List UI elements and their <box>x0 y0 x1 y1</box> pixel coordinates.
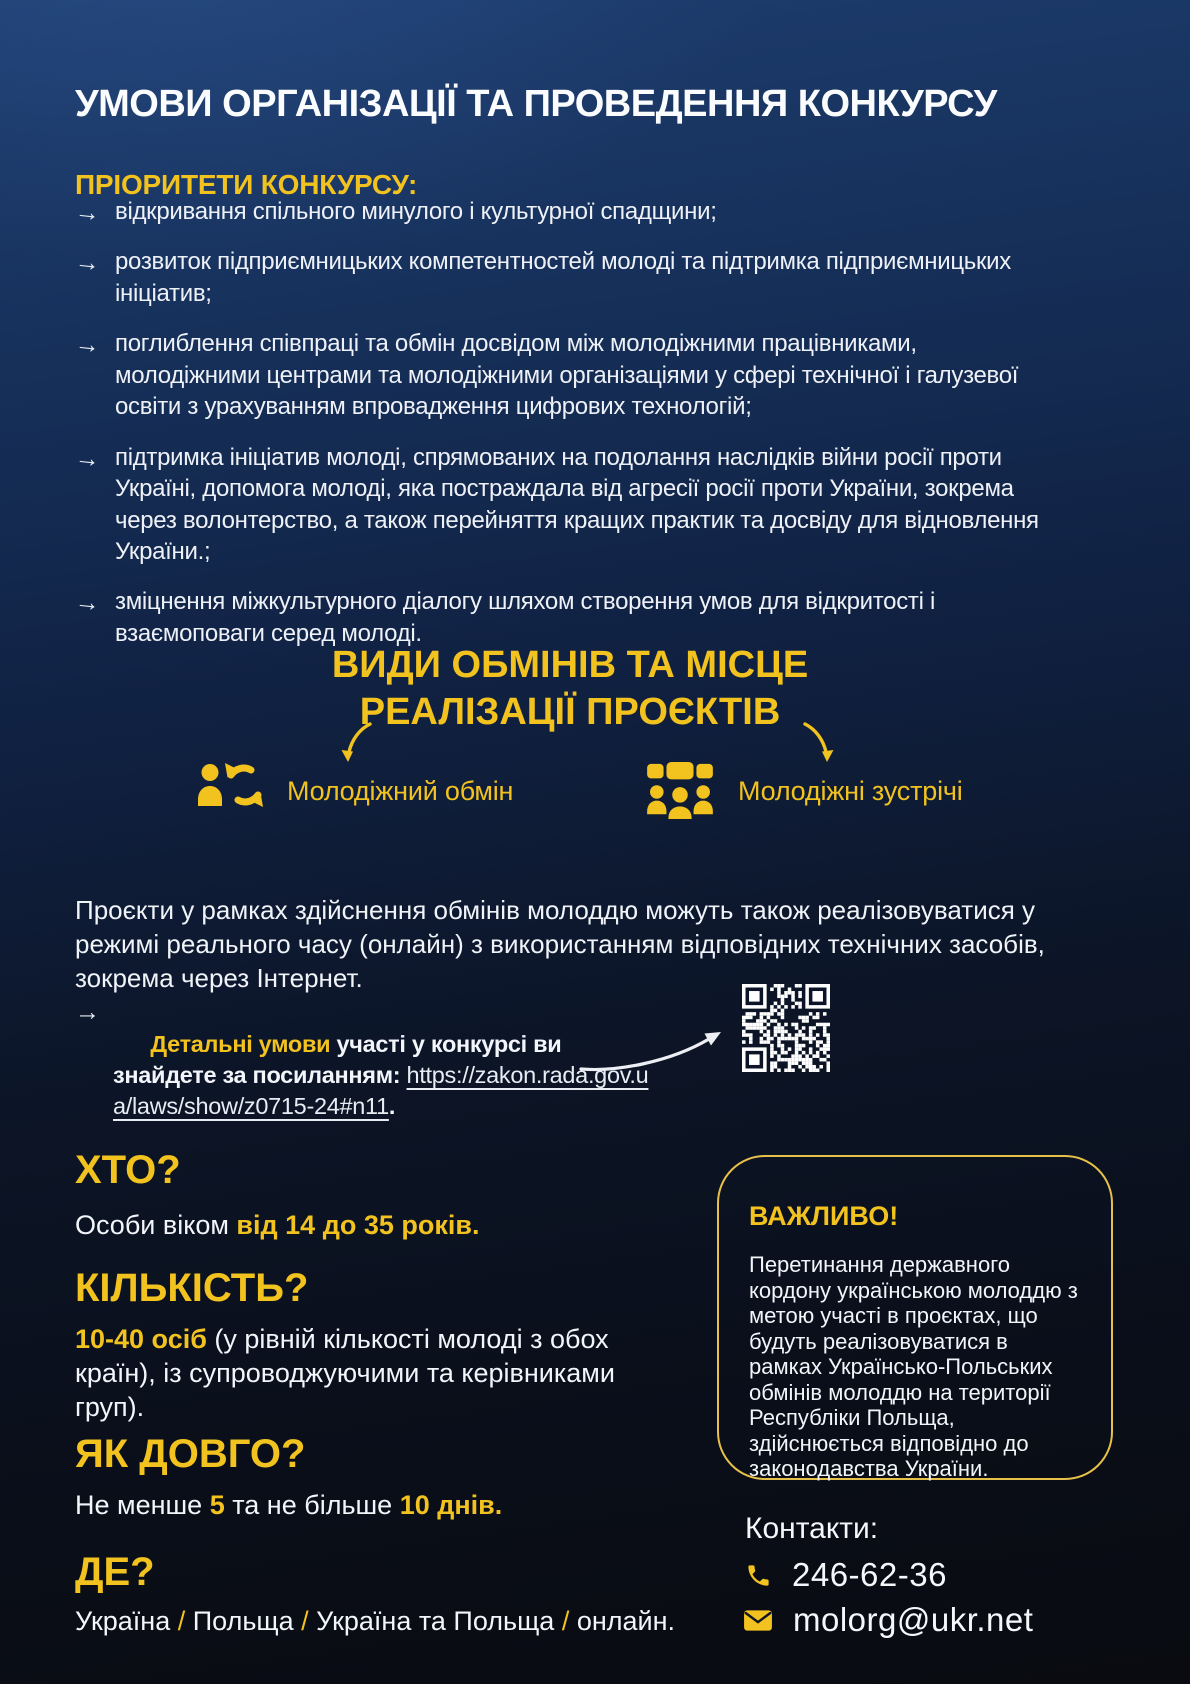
list-item <box>75 328 1050 422</box>
where-part: Україна та Польща <box>308 1606 562 1636</box>
who-prefix: Особи віком <box>75 1210 237 1240</box>
qr-code-svg <box>742 984 830 1072</box>
count-heading: КІЛЬКІСТЬ? <box>75 1266 309 1310</box>
bullet-text: зміцнення міжкультурного діалогу шляхом створення умов для відкритості і взаємоповаги серед молоді. <box>115 588 936 647</box>
duration-heading: ЯК ДОВГО? <box>75 1432 306 1476</box>
person-exchange-icon <box>197 762 263 820</box>
youth-exchange-label: Молодіжний обмін <box>287 775 514 806</box>
contact-email-row <box>743 1601 1033 1639</box>
bullet-text: розвиток підприємницьких компетентностей молоді та підтримка підприємницьких ініціатив; <box>115 248 1011 307</box>
important-heading: ВАЖЛИВО! <box>749 1201 899 1231</box>
where-part: Україна <box>75 1606 178 1636</box>
list-item <box>75 196 1050 227</box>
count-rest: (у рівній кількості молоді з обох країн), із супроводжуючими та керівниками груп). <box>75 1324 623 1423</box>
list-item <box>75 246 1050 309</box>
contact-phone-row <box>745 1556 947 1594</box>
details-link-block <box>75 998 675 1153</box>
qr-code <box>742 984 830 1072</box>
details-highlight: Детальні умови <box>150 1031 331 1058</box>
bullet-text: поглиблення співпраці та обмін досвідом між молодіжними працівниками, молодіжними центрами та молодіжними організаціями у сфері технічної і галузевої освіти з урахуванням впровадження цифрових технологій; <box>115 330 1019 421</box>
arrow-bullet-icon: → <box>73 442 102 474</box>
youth-meetings-item <box>646 762 963 820</box>
duration-highlight: 5 <box>209 1490 225 1520</box>
phone-icon <box>745 1562 772 1589</box>
page-title: УМОВИ ОРГАНІЗАЦІЇ ТА ПРОВЕДЕННЯ КОНКУРСУ <box>75 83 997 126</box>
phone-number: 246-62-36 <box>792 1556 947 1593</box>
exchange-heading-line1: ВИДИ ОБМІНІВ ТА МІСЦЕ <box>331 644 809 686</box>
who-text <box>75 1208 479 1242</box>
youth-meetings-label: Молодіжні зустрічі <box>738 775 963 806</box>
where-slash: / <box>177 1606 186 1636</box>
arrow-bullet-icon: → <box>73 247 102 278</box>
envelope-icon <box>743 1609 773 1632</box>
exchange-heading-line2: РЕАЛІЗАЦІЇ ПРОЄКТІВ <box>359 690 781 733</box>
where-part: Польща <box>185 1606 302 1636</box>
duration-part: та не більше <box>224 1490 400 1520</box>
bullet-text: підтримка ініціатив молоді, спрямованих на подолання наслідків війни росії проти Україні, допомога молоді, яка постраждала від агресії росії проти України, зокрема через волонтерство, а також перейняття кращих практик та досвіду для відновлення України.; <box>115 443 1039 565</box>
bullet-text: відкривання спільного минулого і культурної спадщини; <box>115 198 717 225</box>
details-link-text <box>113 998 653 1153</box>
youth-exchange-item <box>197 762 513 820</box>
who-heading: ХТО? <box>75 1148 181 1192</box>
arrow-bullet-icon: → <box>75 998 100 1026</box>
duration-part: Не менше <box>75 1490 210 1520</box>
details-url-link[interactable]: https://zakon.rada.gov.ua/laws/show/z0715-24#n11 <box>113 1062 649 1120</box>
curved-down-left-arrow-icon <box>333 720 375 766</box>
count-text <box>75 1322 675 1424</box>
email-address: molorg@ukr.net <box>793 1601 1034 1638</box>
details-period: . <box>388 1093 396 1120</box>
swoosh-arrow-to-qr-icon <box>578 1026 728 1074</box>
people-group-icon <box>646 762 714 820</box>
who-highlight: від 14 до 35 років. <box>236 1210 480 1240</box>
curved-down-right-arrow-icon <box>800 720 842 766</box>
where-slash: / <box>301 1606 309 1636</box>
duration-text <box>75 1488 502 1522</box>
exchange-types-heading <box>40 642 1100 735</box>
details-lead-text: участі у конкурсі ви знайдете за посиланням: <box>113 1031 568 1089</box>
important-box <box>717 1155 1113 1480</box>
important-body: Перетинання державного кордону українською молоддю з метою участі в проєктах, що будуть реалізовуватися в рамках Українсько-Польських обмінів молоддю на території Республіки Польща, здійснюється відповідно до законодавства України. <box>749 1252 1078 1482</box>
list-item <box>75 442 1050 568</box>
where-heading: ДЕ? <box>75 1550 155 1594</box>
arrow-bullet-icon: → <box>73 329 102 360</box>
online-note-paragraph: Проєкти у рамках здійснення обмінів молоддю можуть також реалізовуватися у режимі реального часу (онлайн) з використанням відповідних технічних засобів, зокрема через Інтернет. <box>75 895 1045 993</box>
arrow-bullet-icon: → <box>73 197 102 228</box>
arrow-bullet-icon: → <box>73 587 102 618</box>
where-slash: / <box>561 1606 570 1636</box>
list-item <box>75 586 1050 649</box>
priorities-heading: ПРІОРИТЕТИ КОНКУРСУ: <box>75 169 418 201</box>
duration-highlight: 10 днів. <box>399 1490 503 1520</box>
contacts-heading: Контакти: <box>745 1512 879 1545</box>
count-highlight: 10-40 осіб <box>75 1324 207 1354</box>
where-text <box>75 1604 775 1638</box>
where-part: онлайн. <box>569 1606 676 1636</box>
priorities-list <box>75 196 1050 649</box>
